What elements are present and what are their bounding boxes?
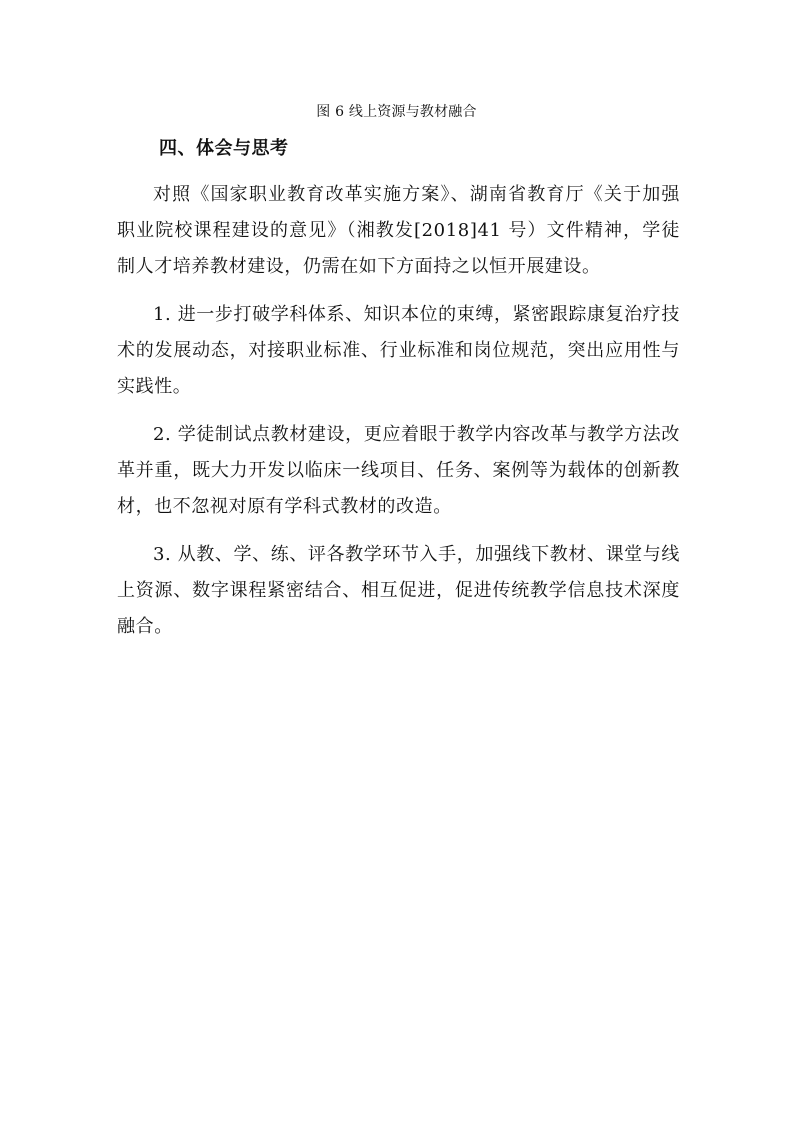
paragraph-item-1: 1. 进一步打破学科体系、知识本位的束缚，紧密跟踪康复治疗技术的发展动态，对接职业标准、行业标准和岗位规范，突出应用性与实践性。 [117, 304, 680, 397]
paragraph-intro: 对照《国家职业教育改革实施方案》、湖南省教育厅《关于加强职业院校课程建设的意见》（湘教发[2018]41 号）文件精神，学徒制人才培养教材建设，仍需在如下方面持之以恒开展建设。 [117, 184, 680, 277]
section-body [117, 177, 680, 657]
section-heading: 四、体会与思考 [159, 138, 289, 159]
figure-caption: 图 6 线上资源与教材融合 [316, 104, 477, 120]
paragraph-item-2: 2. 学徒制试点教材建设，更应着眼于教学内容改革与教学方法改革并重，既大力开发以临床一线项目、任务、案例等为载体的创新教材，也不忽视对原有学科式教材的改造。 [117, 424, 680, 517]
paragraph-item-3: 3. 从教、学、练、评各教学环节入手，加强线下教材、课堂与线上资源、数字课程紧密结合、相互促进，促进传统教学信息技术深度融合。 [117, 544, 680, 637]
